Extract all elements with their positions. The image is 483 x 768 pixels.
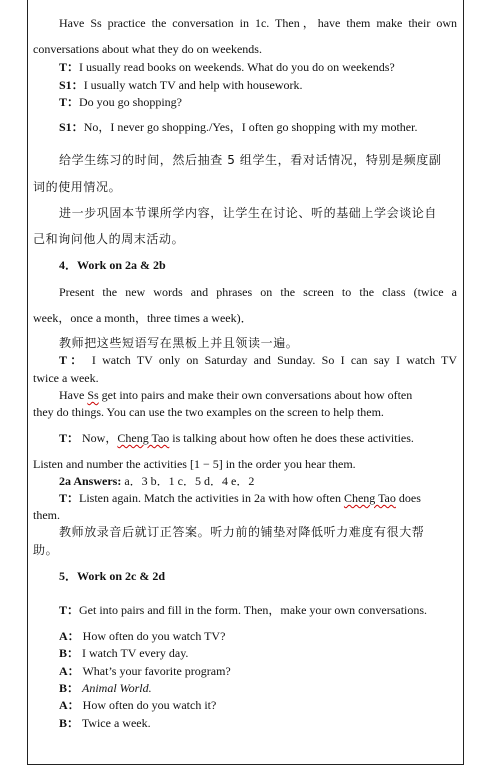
example-dialogue-line xyxy=(59,698,216,712)
paragraph-line xyxy=(59,353,457,367)
example-dialogue-line xyxy=(59,646,188,660)
dialogue-text: I usually watch TV and help with housework. xyxy=(83,78,303,92)
example-dialogue-line xyxy=(59,681,152,695)
paragraph-text: Get into pairs and fill in the form. Then，make your own conversations. xyxy=(79,603,428,617)
example-dialogue-line xyxy=(59,664,231,678)
example-dialogue-line xyxy=(59,629,225,643)
dialogue-line xyxy=(59,120,417,134)
speaker-label: T： xyxy=(59,491,80,505)
paragraph-line: Listen and number the activities [1 − 5] in the order you hear them. xyxy=(33,457,356,471)
paragraph-text: Listen again. Match the activities in 2a with how often xyxy=(79,491,344,505)
paragraph-line: they do things. You can use the two examples on the screen to help them. xyxy=(33,405,384,419)
section-heading: 5．Work on 2c & 2d xyxy=(59,569,166,583)
chinese-note-line: 词的使用情况。 xyxy=(33,180,122,194)
paragraph-text: does xyxy=(395,491,421,505)
dialogue-line xyxy=(59,60,395,74)
chinese-note-line: 助。 xyxy=(33,543,59,557)
paragraph-text: Now， xyxy=(82,431,118,445)
paragraph-line: conversations about what they do on weekends. xyxy=(33,42,262,56)
speaker-label: B： xyxy=(59,716,80,730)
speaker-label: S1： xyxy=(59,120,84,134)
chinese-note-line: 进一步巩固本节课所学内容，让学生在讨论、听的基础上学会谈论自 xyxy=(59,206,438,220)
paragraph-text: is talking about how often he does these activities. xyxy=(169,431,414,445)
chinese-note-line: 教师把这些短语写在黑板上并且领读一遍。 xyxy=(59,336,299,350)
dialogue-line xyxy=(59,78,303,92)
chinese-note-line: 给学生练习的时间，然后抽查 5 组学生，看对话情况，特别是频度副 xyxy=(59,153,442,167)
paragraph-line: Present the new words and phrases on the screen to the class (twice a xyxy=(59,285,457,299)
example-dialogue-line xyxy=(59,716,151,730)
speaker-label: S1： xyxy=(59,78,84,92)
dialogue-text: I usually read books on weekends. What do you do on weekends? xyxy=(79,60,395,74)
speaker-label: T： xyxy=(59,431,80,445)
answers-label: 2a Answers: xyxy=(59,474,122,488)
paragraph-line xyxy=(59,431,414,445)
dialogue-text: I watch TV every day. xyxy=(82,646,189,660)
speaker-label: B： xyxy=(59,646,80,660)
misspelled-word: Cheng Tao xyxy=(343,491,396,505)
speaker-label: T： xyxy=(59,60,80,74)
paragraph-line: twice a week. xyxy=(33,371,99,385)
dialogue-text: Do you go shopping? xyxy=(79,95,183,109)
speaker-label: A： xyxy=(59,664,80,678)
speaker-label: A： xyxy=(59,629,80,643)
paragraph-line: them. xyxy=(33,508,60,522)
paragraph-line: Have Ss practice the conversation in 1c. Then，have them make their own xyxy=(59,16,457,30)
paragraph-line: week，once a month，three times a week)． xyxy=(33,311,253,325)
speaker-label: T： xyxy=(59,603,80,617)
dialogue-line xyxy=(59,95,182,109)
speaker-label: T： xyxy=(59,95,80,109)
dialogue-text: Animal World. xyxy=(82,681,152,695)
dialogue-text: No，I never go shopping./Yes，I often go shopping with my mother. xyxy=(83,120,418,134)
paragraph-line xyxy=(59,491,421,505)
paragraph-line xyxy=(59,603,427,617)
speaker-label: B： xyxy=(59,681,80,695)
section-heading: 4．Work on 2a & 2b xyxy=(59,258,166,272)
speaker-label: T： xyxy=(59,353,86,367)
chinese-note-line: 教师放录音后就订正答案。听力前的铺垫对降低听力难度有很大帮 xyxy=(59,525,425,539)
misspelled-word: Ss xyxy=(87,388,99,402)
paragraph-text: I watch TV only on Saturday and Sunday. So I can say I watch TV xyxy=(91,353,457,367)
dialogue-text: Twice a week. xyxy=(81,716,151,730)
speaker-label: A： xyxy=(59,698,80,712)
answers-line xyxy=(59,474,254,488)
dialogue-text: How often do you watch it? xyxy=(82,698,217,712)
misspelled-word: Cheng Tao xyxy=(117,431,170,445)
dialogue-text: What’s your favorite program? xyxy=(82,664,231,678)
answers-text: a．3 b．1 c．5 d．4 e．2 xyxy=(124,474,255,488)
chinese-note-line: 己和询问他人的周末活动。 xyxy=(33,232,185,246)
paragraph-line xyxy=(59,388,412,402)
paragraph-text: Have xyxy=(59,388,88,402)
dialogue-text: How often do you watch TV? xyxy=(82,629,226,643)
paragraph-text: get into pairs and make their own conversations about how often xyxy=(98,388,413,402)
